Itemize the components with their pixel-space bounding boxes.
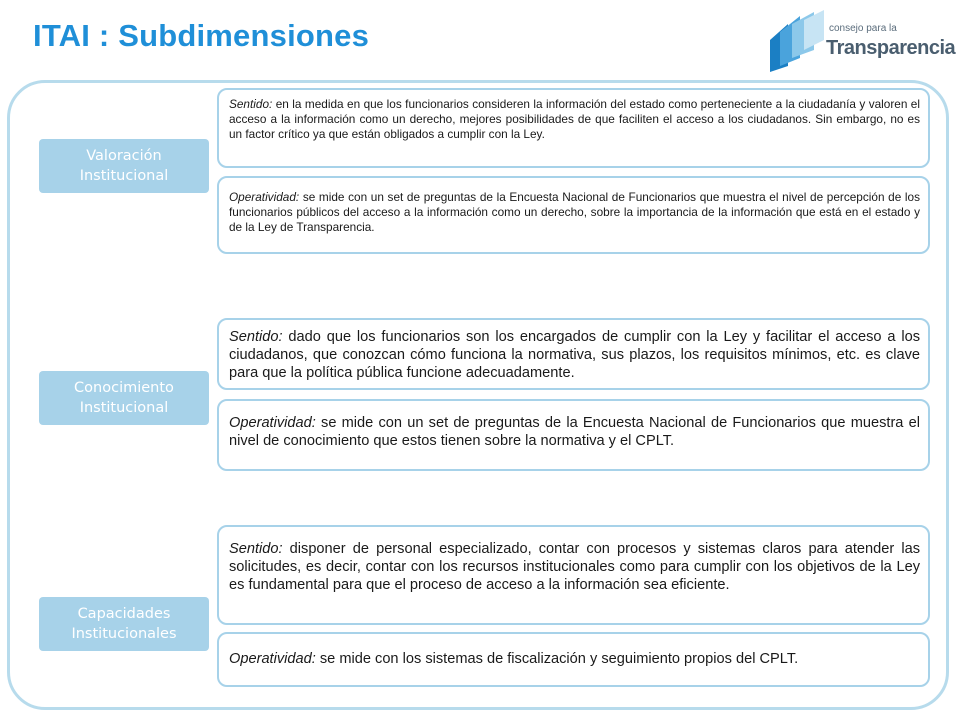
sentido-box-conocimiento	[217, 318, 930, 390]
label-valoracion-institucional: Valoración Institucional	[39, 139, 209, 193]
sentido-term: Sentido:	[229, 329, 283, 345]
sentido-term: Sentido:	[229, 97, 273, 111]
logo-subtitle: consejo para la	[829, 23, 897, 34]
sentido-box-capacidades	[217, 525, 930, 625]
operatividad-term: Operatividad:	[229, 415, 316, 431]
operatividad-box-valoracion	[217, 176, 930, 254]
label-conocimiento-institucional: Conocimiento Institucional	[39, 371, 209, 425]
operatividad-term: Operatividad:	[229, 651, 316, 667]
logo-wordmark: Transparencia	[826, 37, 956, 59]
operatividad-box-conocimiento	[217, 399, 930, 471]
operatividad-term: Operatividad:	[229, 190, 300, 204]
logo-mark-icon	[766, 10, 828, 74]
operatividad-text: se mide con los sistemas de fiscalización y seguimiento propios del CPLT.	[315, 651, 799, 667]
sentido-text: disponer de personal especializado, contar con procesos y sistemas claros para atender las solicitudes, es decir, contar con los recursos institucionales como para cumplir con los objetivos de la Ley es fundamental para que el proceso de acceso a la información sea eficiente.	[229, 541, 920, 593]
logo	[766, 10, 956, 74]
operatividad-box-capacidades	[217, 632, 930, 687]
operatividad-text: se mide con un set de preguntas de la Encuesta Nacional de Funcionarios que muestra el nivel de conocimiento que estos tienen sobre la normativa y el CPLT.	[229, 415, 920, 449]
operatividad-text: se mide con un set de preguntas de la Encuesta Nacional de Funcionarios que muestra el nivel de percepción de los funcionarios públicos del acceso a la información como un derecho, sobre la importancia de la información que está en el estado y de la Ley de Transparencia.	[229, 190, 920, 234]
sentido-text: en la medida en que los funcionarios consideren la información del estado como perteneciente a la ciudadanía y valoren el acceso a la información como un derecho, mejores posibilidades de que faciliten el acceso a los ciudadanos. Sin embargo, no es un factor crítico ya que están obligados a cumplir con la Ley.	[229, 97, 920, 141]
sentido-term: Sentido:	[229, 541, 283, 557]
label-capacidades-institucionales: Capacidades Institucionales	[39, 597, 209, 651]
page-title: ITAI : Subdimensiones	[33, 18, 370, 53]
sentido-box-valoracion	[217, 88, 930, 168]
sentido-text: dado que los funcionarios son los encargados de cumplir con la Ley y facilitar el acceso a los ciudadanos, que conozcan cómo funciona la normativa, sus plazos, los requisitos mínimos, etc. es clave para que la política pública funcione adecuadamente.	[229, 329, 920, 381]
